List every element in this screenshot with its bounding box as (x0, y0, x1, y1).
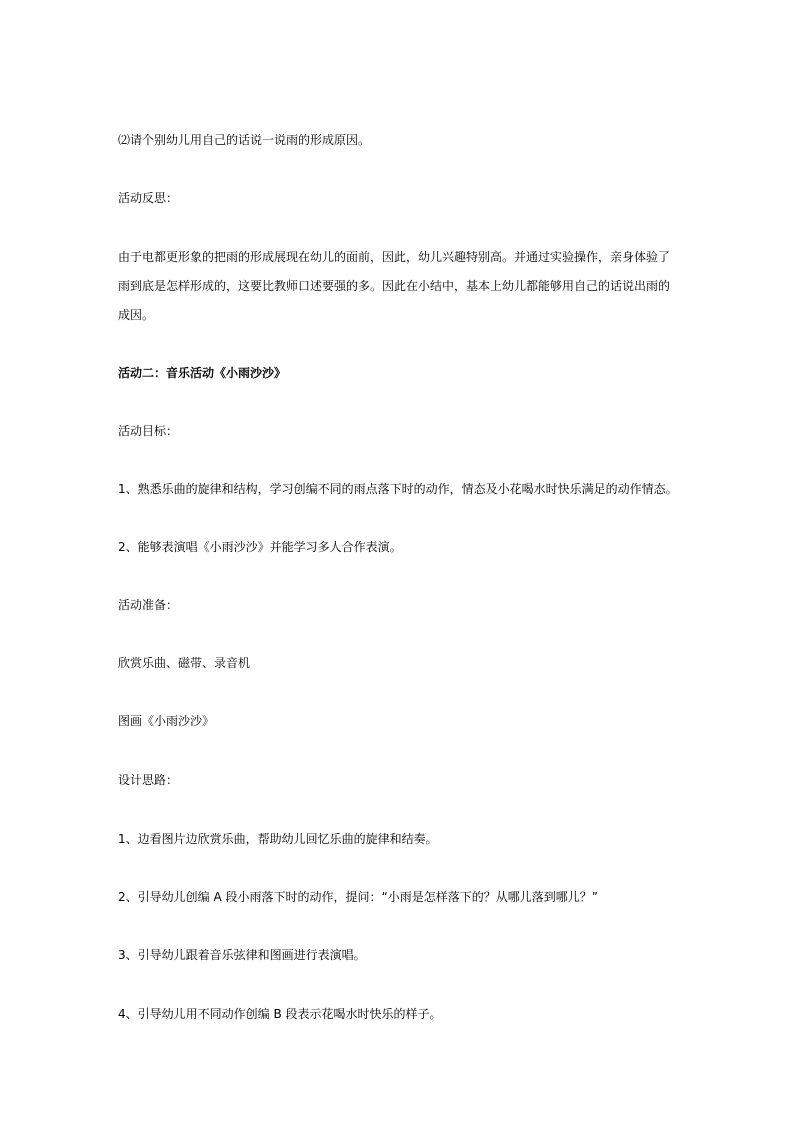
design-step-2: 2、引导幼儿创编 A 段小雨落下时的动作，提问：“小雨是怎样落下的？从哪儿落到哪儿？” (118, 890, 598, 904)
goal-item-2: 2、能够表演唱《小雨沙沙》并能学习多人合作表演。 (118, 540, 402, 554)
goals-heading: 活动目标： (118, 424, 179, 438)
preparation-item-2: 图画《小雨沙沙》 (118, 714, 215, 728)
reflection-paragraph-line-1: 由于电都更形象的把雨的形成展现在幼儿的面前，因此，幼儿兴趣特别高。并通过实验操作，亲身体验了 (118, 250, 671, 264)
activity-two-title: 活动二：音乐活动《小雨沙沙》 (118, 366, 287, 380)
reflection-heading: 活动反思： (118, 191, 179, 205)
preparation-item-1: 欣赏乐曲、磁带、录音机 (118, 656, 251, 670)
design-heading: 设计思路： (118, 773, 179, 787)
preparation-heading: 活动准备： (118, 598, 179, 612)
design-step-3: 3、引导幼儿跟着音乐弦律和图画进行表演唱。 (118, 948, 366, 962)
step-2-text: ⑵请个别幼儿用自己的话说一说雨的形成原因。 (118, 133, 371, 147)
reflection-paragraph-line-3: 成因。 (118, 308, 155, 322)
design-step-4: 4、引导幼儿用不同动作创编 B 段表示花喝水时快乐的样子。 (118, 1007, 442, 1021)
design-step-1: 1、边看图片边欣赏乐曲，帮助幼儿回忆乐曲的旋律和结奏。 (118, 832, 438, 846)
goal-item-1: 1、熟悉乐曲的旋律和结构，学习创编不同的雨点落下时的动作，情态及小花喝水时快乐满足的动作情态。 (118, 482, 678, 496)
reflection-paragraph-line-2: 雨到底是怎样形成的，这要比教师口述要强的多。因此在小结中，基本上幼儿都能够用自己的话说出雨的 (118, 279, 671, 293)
